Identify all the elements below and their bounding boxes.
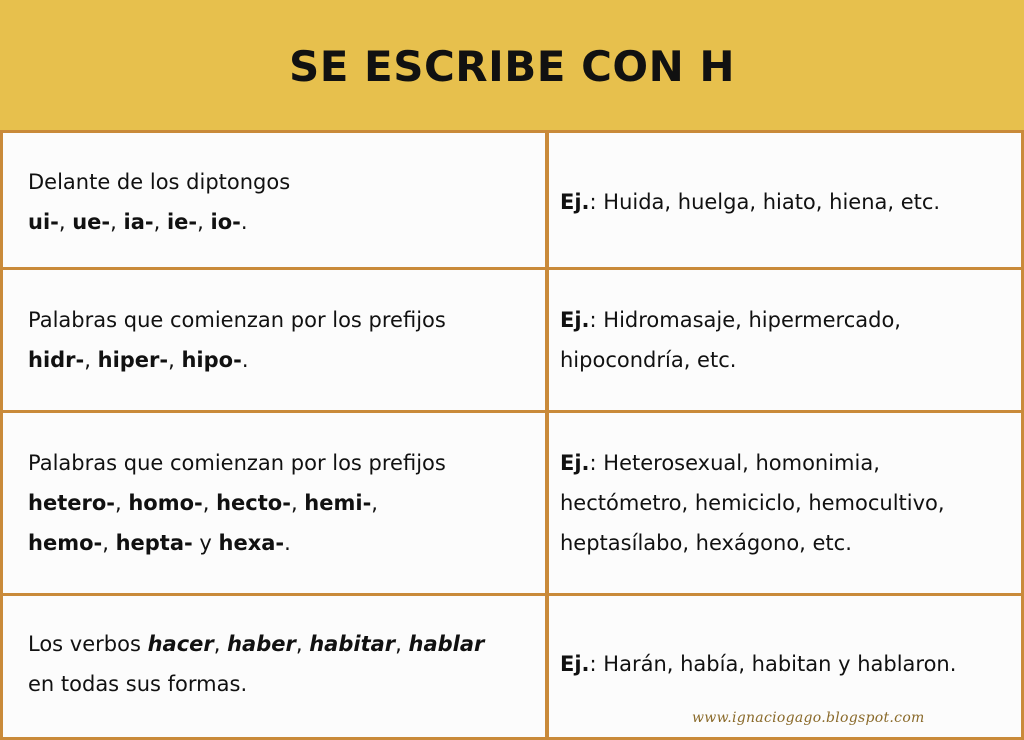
text-run: , bbox=[395, 631, 409, 656]
text-run: , bbox=[197, 209, 211, 234]
emphasis-text: hetero- bbox=[28, 491, 115, 515]
emphasis-text: hexa- bbox=[218, 531, 285, 555]
text-run: : Heterosexual, homonimia, bbox=[589, 451, 880, 475]
emphasis-text: Ej. bbox=[560, 189, 590, 214]
watermark-url: www.ignaciogago.blogspot.com bbox=[692, 710, 925, 726]
text-line bbox=[560, 340, 1015, 380]
emphasis-text: hidr- bbox=[28, 348, 85, 372]
emphasis-text: ui- bbox=[28, 209, 59, 234]
emphasis-text: io- bbox=[210, 209, 241, 234]
text-run: Palabras que comienzan por los prefijos bbox=[28, 451, 446, 475]
text-run: , bbox=[114, 491, 129, 515]
text-run: heptasílabo, hexágono, etc. bbox=[560, 531, 852, 555]
text-line bbox=[28, 300, 540, 340]
text-line bbox=[28, 443, 540, 483]
text-run: , bbox=[290, 491, 305, 515]
emphasis-text: ue- bbox=[72, 209, 111, 234]
rule-cell bbox=[28, 136, 540, 267]
emphasis-text: hemi- bbox=[304, 491, 372, 515]
example-cell bbox=[560, 413, 1015, 593]
emphasis-text: ia- bbox=[123, 209, 154, 234]
text-run: , bbox=[84, 348, 98, 372]
emphasis-text: hiper- bbox=[97, 348, 169, 372]
emphasis-text: hecto- bbox=[216, 491, 291, 515]
rule-cell bbox=[28, 270, 540, 410]
emphasis-text: hemo- bbox=[28, 531, 103, 555]
text-run: . bbox=[241, 348, 249, 372]
emphasis-text: Ej. bbox=[560, 308, 590, 332]
text-line bbox=[28, 162, 540, 202]
text-run: hipocondría, etc. bbox=[560, 348, 737, 372]
text-line bbox=[560, 182, 1015, 222]
text-run: , bbox=[202, 491, 217, 515]
text-line bbox=[560, 483, 1015, 523]
text-run: , bbox=[153, 209, 167, 234]
text-run: hectómetro, hemiciclo, hemocultivo, bbox=[560, 491, 945, 515]
text-line bbox=[28, 523, 540, 563]
text-run: , bbox=[371, 491, 378, 515]
text-run: , bbox=[102, 531, 116, 555]
emphasis-text: Ej. bbox=[560, 451, 590, 475]
example-cell bbox=[560, 136, 1015, 267]
text-line bbox=[28, 340, 540, 380]
text-run: : Hidromasaje, hipermercado, bbox=[589, 308, 901, 332]
text-run: en todas sus formas. bbox=[28, 671, 248, 696]
emphasis-text: hacer bbox=[147, 631, 214, 656]
text-line bbox=[560, 644, 1015, 684]
emphasis-text: habitar bbox=[309, 631, 396, 656]
text-run: , bbox=[58, 209, 73, 234]
text-line bbox=[560, 300, 1015, 340]
text-run: . bbox=[284, 531, 291, 555]
rules-table bbox=[0, 133, 1024, 740]
table-row bbox=[0, 270, 1024, 410]
text-run: , bbox=[295, 631, 310, 656]
text-run: Delante de los diptongos bbox=[28, 169, 291, 194]
text-run: , bbox=[168, 348, 182, 372]
emphasis-text: ie- bbox=[166, 209, 198, 234]
text-line bbox=[28, 664, 540, 704]
text-line bbox=[560, 443, 1015, 483]
table-row bbox=[0, 413, 1024, 593]
text-run: Palabras que comienzan por los prefijos bbox=[28, 308, 446, 332]
rule-cell bbox=[28, 413, 540, 593]
title-banner bbox=[0, 0, 1024, 133]
example-cell bbox=[560, 270, 1015, 410]
emphasis-text: hipo- bbox=[181, 348, 242, 372]
rule-cell bbox=[28, 596, 540, 731]
text-line bbox=[28, 624, 540, 664]
emphasis-text: homo- bbox=[128, 491, 203, 515]
table-row bbox=[0, 136, 1024, 267]
emphasis-text: haber bbox=[227, 631, 296, 656]
emphasis-text: hepta- bbox=[115, 531, 193, 555]
emphasis-text: hablar bbox=[408, 631, 485, 656]
text-line bbox=[28, 202, 540, 242]
text-run: , bbox=[213, 631, 228, 656]
emphasis-text: Ej. bbox=[560, 651, 590, 676]
text-line bbox=[560, 523, 1015, 563]
text-run: y bbox=[192, 531, 219, 555]
page-title: SE ESCRIBE CON H bbox=[288, 41, 736, 91]
text-run: , bbox=[110, 209, 124, 234]
text-line bbox=[28, 483, 540, 523]
text-run: : Huida, huelga, hiato, hiena, etc. bbox=[589, 189, 941, 214]
text-run: . bbox=[240, 209, 248, 234]
text-run: Los verbos bbox=[28, 631, 148, 656]
text-run: : Harán, había, habitan y hablaron. bbox=[589, 651, 957, 676]
